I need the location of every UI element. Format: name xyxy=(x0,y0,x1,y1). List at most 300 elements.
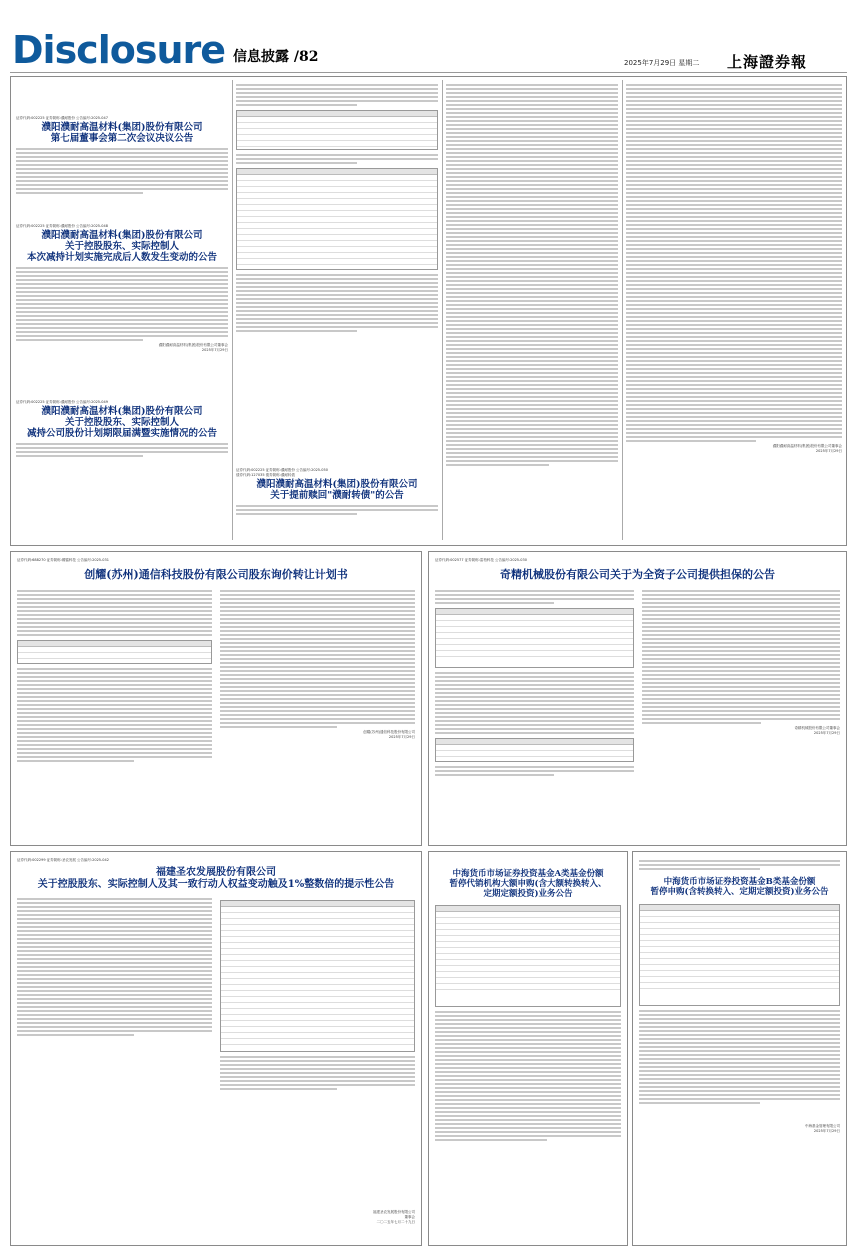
body-text-line xyxy=(17,622,212,624)
body-text-line xyxy=(626,224,842,226)
body-text-line xyxy=(446,368,618,370)
body-text-line xyxy=(446,268,618,270)
body-text-line xyxy=(220,1060,415,1062)
body-text-line xyxy=(446,424,618,426)
body-text-line xyxy=(639,1018,840,1020)
body-text-line xyxy=(220,706,415,708)
body-text-line xyxy=(16,176,228,178)
body-text-line xyxy=(639,1094,840,1096)
body-text-line xyxy=(446,248,618,250)
article-body-column xyxy=(446,82,618,540)
body-text-line xyxy=(626,400,842,402)
body-text-line xyxy=(446,92,618,94)
body-text-line xyxy=(626,340,842,342)
article-signature: 创耀(苏州)通信科技股份有限公司 2025年7月29日 xyxy=(363,729,415,739)
body-text-line xyxy=(220,666,415,668)
body-text-line xyxy=(236,505,438,507)
body-text-line xyxy=(17,1026,212,1028)
body-text-line xyxy=(642,618,841,620)
body-text-line xyxy=(17,614,212,616)
body-text-line xyxy=(17,1030,212,1032)
body-text-line xyxy=(446,356,618,358)
body-text-line xyxy=(446,148,618,150)
body-text-line xyxy=(626,84,842,86)
body-text-line xyxy=(626,348,842,350)
body-text-line xyxy=(220,686,415,688)
body-text-line xyxy=(17,994,212,996)
body-text-line xyxy=(236,104,357,106)
body-text-line xyxy=(446,300,618,302)
body-text-line xyxy=(16,156,228,158)
body-text-line xyxy=(626,216,842,218)
body-text-line xyxy=(17,998,212,1000)
body-text-line xyxy=(16,152,228,154)
body-text-line xyxy=(17,676,212,678)
body-text-line xyxy=(220,726,337,728)
body-text-line xyxy=(17,712,212,714)
body-text-line xyxy=(446,260,618,262)
body-text-line xyxy=(17,602,212,604)
article-title: 濮阳濮耐高温材料(集团)股份有限公司 第七届董事会第二次会议决议公告 xyxy=(41,122,203,144)
column-divider xyxy=(442,80,443,540)
body-text-line xyxy=(435,1079,621,1081)
body-text-line xyxy=(446,272,618,274)
data-table xyxy=(435,608,634,668)
body-text-line xyxy=(446,324,618,326)
body-text-line xyxy=(435,774,554,776)
body-text-line xyxy=(626,104,842,106)
body-text-line xyxy=(17,1018,212,1020)
body-text-line xyxy=(16,287,228,289)
body-text-line xyxy=(236,509,438,511)
body-text-line xyxy=(446,196,618,198)
body-text-line xyxy=(639,1054,840,1056)
body-text-line xyxy=(17,950,212,952)
article-code-line: 证券代码:002577 证券简称:雷柏科技 公告编号:2025-030 xyxy=(435,558,527,562)
body-text-line xyxy=(220,630,415,632)
body-text-line xyxy=(17,902,212,904)
body-text-line xyxy=(17,954,212,956)
body-text-line xyxy=(626,156,842,158)
body-text-line xyxy=(435,1059,621,1061)
body-text-line xyxy=(639,1070,840,1072)
body-text-line xyxy=(626,316,842,318)
body-text-line xyxy=(626,336,842,338)
body-text-line xyxy=(220,614,415,616)
body-text-line xyxy=(642,594,841,596)
body-text-line xyxy=(626,164,842,166)
body-text-line xyxy=(626,140,842,142)
body-text-line xyxy=(236,318,438,320)
body-text-line xyxy=(16,331,228,333)
article-title: 福建圣农发展股份有限公司 关于控股股东、实际控制人及其一致行动人权益变动触及1%整数倍的提示性公告 xyxy=(37,867,395,890)
body-text-line xyxy=(642,598,841,600)
data-table xyxy=(639,904,840,1006)
body-text-line xyxy=(17,942,212,944)
body-text-line xyxy=(435,770,634,772)
body-text-line xyxy=(626,160,842,162)
article-shareholder-change xyxy=(16,224,228,394)
body-text-line xyxy=(642,626,841,628)
body-text-line xyxy=(446,212,618,214)
body-text-line xyxy=(446,364,618,366)
body-text-line xyxy=(626,208,842,210)
body-text-line xyxy=(435,708,634,710)
body-text-line xyxy=(446,372,618,374)
body-text-line xyxy=(642,686,841,688)
article-body-column xyxy=(236,82,438,402)
body-text-line xyxy=(446,452,618,454)
article-body-column xyxy=(626,82,842,540)
body-text-line xyxy=(626,116,842,118)
body-text-line xyxy=(446,104,618,106)
body-text-line xyxy=(446,128,618,130)
body-text-line xyxy=(626,384,842,386)
article-title: 中海货币市场证券投资基金A类基金份额 暂停代销机构大额申购(含大额转换转入、 定期定额投资)业务公告 xyxy=(449,869,607,899)
body-text-line xyxy=(435,1023,621,1025)
article-signature: 奇精机械股份有限公司董事会 2025年7月29日 xyxy=(794,725,840,735)
body-text-line xyxy=(446,400,618,402)
body-text-line xyxy=(17,1022,212,1024)
body-text-line xyxy=(17,720,212,722)
article-code-line: 证券代码:002225 证券简称:濮耐股份 公告编号:2025-050 债券代码:127035 债券简称:濮耐转债 xyxy=(236,468,328,477)
body-text-line xyxy=(626,372,842,374)
body-text-line xyxy=(16,315,228,317)
body-text-line xyxy=(446,168,618,170)
body-text-line xyxy=(446,432,618,434)
body-text-line xyxy=(220,634,415,636)
body-text-line xyxy=(236,278,438,280)
body-text-line xyxy=(435,1119,621,1121)
body-text-line xyxy=(220,702,415,704)
article-fund-a-suspension xyxy=(428,851,628,1246)
body-text-line xyxy=(446,444,618,446)
data-table xyxy=(236,168,438,270)
body-text-line xyxy=(17,728,212,730)
body-text-line xyxy=(446,312,618,314)
body-text-line xyxy=(626,376,842,378)
body-text-line xyxy=(236,330,357,332)
body-text-line xyxy=(16,455,143,457)
body-text-line xyxy=(16,303,228,305)
body-text-line xyxy=(17,630,212,632)
body-text-line xyxy=(626,356,842,358)
body-text-line xyxy=(435,1103,621,1105)
body-text-line xyxy=(435,1039,621,1041)
body-text-line xyxy=(236,314,438,316)
article-title: 濮阳濮耐高温材料(集团)股份有限公司 关于提前赎回"濮耐转债"的公告 xyxy=(256,479,418,501)
body-text-line xyxy=(236,100,438,102)
body-text-line xyxy=(642,666,841,668)
body-text-line xyxy=(446,280,618,282)
body-text-line xyxy=(626,112,842,114)
body-text-line xyxy=(626,280,842,282)
body-text-line xyxy=(446,376,618,378)
body-text-line xyxy=(220,654,415,656)
body-text-line xyxy=(626,288,842,290)
body-text-line xyxy=(435,700,634,702)
body-text-line xyxy=(435,684,634,686)
column-divider xyxy=(232,80,233,540)
body-text-line xyxy=(642,670,841,672)
body-text-line xyxy=(639,1082,840,1084)
body-text-line xyxy=(639,1102,760,1104)
body-text-line xyxy=(642,662,841,664)
data-table xyxy=(435,738,634,762)
body-text-line xyxy=(626,124,842,126)
body-text-line xyxy=(446,344,618,346)
body-text-line xyxy=(626,168,842,170)
body-text-line xyxy=(17,934,212,936)
body-text-line xyxy=(435,1131,621,1133)
disclosure-logo: Disclosure xyxy=(12,28,226,72)
body-text-line xyxy=(642,678,841,680)
body-text-line xyxy=(639,1090,840,1092)
body-text-line xyxy=(446,292,618,294)
body-text-line xyxy=(435,1055,621,1057)
article-code-line: 证券代码:002225 证券简称:濮耐股份 公告编号:2025-047 xyxy=(16,116,108,120)
body-text-line xyxy=(17,744,212,746)
body-text-line xyxy=(220,674,415,676)
body-text-line xyxy=(220,678,415,680)
body-text-line xyxy=(220,694,415,696)
body-text-line xyxy=(446,440,618,442)
body-text-line xyxy=(17,716,212,718)
body-text-line xyxy=(435,602,554,604)
body-text-line xyxy=(435,1087,621,1089)
body-text-line xyxy=(642,694,841,696)
body-text-line xyxy=(446,460,618,462)
article-inquiry-transfer-plan xyxy=(10,551,422,846)
body-text-line xyxy=(626,176,842,178)
body-text-line xyxy=(626,256,842,258)
body-text-line xyxy=(446,380,618,382)
body-text-line xyxy=(17,760,134,762)
body-text-line xyxy=(220,1088,337,1090)
body-text-line xyxy=(446,456,618,458)
body-text-line xyxy=(446,436,618,438)
body-text-line xyxy=(435,728,634,730)
body-text-line xyxy=(17,926,212,928)
body-text-line xyxy=(16,299,228,301)
body-text-line xyxy=(626,188,842,190)
body-text-line xyxy=(16,323,228,325)
body-text-line xyxy=(435,1027,621,1029)
body-text-line xyxy=(639,1030,840,1032)
body-text-line xyxy=(17,680,212,682)
body-text-line xyxy=(626,328,842,330)
body-text-line xyxy=(446,184,618,186)
body-text-line xyxy=(626,212,842,214)
body-text-line xyxy=(642,690,841,692)
body-text-line xyxy=(446,404,618,406)
body-text-line xyxy=(16,267,228,269)
body-text-line xyxy=(446,140,618,142)
body-text-line xyxy=(639,1086,840,1088)
article-guarantee xyxy=(428,551,847,846)
body-text-line xyxy=(435,720,634,722)
body-text-line xyxy=(236,513,357,515)
body-text-line xyxy=(17,598,212,600)
body-text-line xyxy=(435,680,634,682)
body-text-line xyxy=(639,864,840,866)
body-text-line xyxy=(236,306,438,308)
body-text-line xyxy=(446,340,618,342)
body-text-line xyxy=(435,1019,621,1021)
body-text-line xyxy=(17,704,212,706)
body-text-line xyxy=(626,120,842,122)
body-text-line xyxy=(446,296,618,298)
article-code-line: 证券代码:002225 证券简称:濮耐股份 公告编号:2025-048 xyxy=(16,224,108,228)
body-text-line xyxy=(435,1015,621,1017)
body-text-line xyxy=(220,682,415,684)
body-text-line xyxy=(446,136,618,138)
body-text-line xyxy=(17,594,212,596)
body-text-line xyxy=(446,284,618,286)
body-text-line xyxy=(220,590,415,592)
body-text-line xyxy=(17,668,212,670)
article-title: 奇精机械股份有限公司关于为全资子公司提供担保的公告 xyxy=(500,568,775,581)
body-text-line xyxy=(642,630,841,632)
body-text-line xyxy=(236,92,438,94)
body-text-line xyxy=(446,304,618,306)
body-text-line xyxy=(626,408,842,410)
body-text-line xyxy=(626,344,842,346)
body-text-line xyxy=(236,158,438,160)
body-text-line xyxy=(626,232,842,234)
body-text-line xyxy=(16,307,228,309)
body-text-line xyxy=(626,364,842,366)
body-text-line xyxy=(446,188,618,190)
body-text-line xyxy=(17,978,212,980)
body-text-line xyxy=(446,152,618,154)
body-text-line xyxy=(435,1075,621,1077)
body-text-line xyxy=(642,706,841,708)
article-code-line: 证券代码:002225 证券简称:濮耐股份 公告编号:2025-049 xyxy=(16,400,108,404)
body-text-line xyxy=(446,108,618,110)
body-text-line xyxy=(16,180,228,182)
body-text-line xyxy=(220,650,415,652)
body-text-line xyxy=(446,116,618,118)
body-text-line xyxy=(17,618,212,620)
body-text-line xyxy=(435,1043,621,1045)
body-text-line xyxy=(17,982,212,984)
body-text-line xyxy=(626,240,842,242)
issue-date: 2025年7月29日 星期二 xyxy=(624,59,700,67)
body-text-line xyxy=(446,124,618,126)
body-text-line xyxy=(236,274,438,276)
body-text-line xyxy=(435,696,634,698)
body-text-line xyxy=(642,698,841,700)
body-text-line xyxy=(435,1031,621,1033)
column-divider xyxy=(622,80,623,540)
body-text-line xyxy=(642,610,841,612)
body-text-line xyxy=(446,256,618,258)
body-text-line xyxy=(220,646,415,648)
body-text-line xyxy=(435,724,634,726)
body-text-line xyxy=(626,284,842,286)
body-text-line xyxy=(16,172,228,174)
body-text-line xyxy=(446,100,618,102)
body-text-line xyxy=(626,152,842,154)
body-text-line xyxy=(17,962,212,964)
body-text-line xyxy=(446,120,618,122)
body-text-line xyxy=(626,368,842,370)
body-text-line xyxy=(626,424,842,426)
body-text-line xyxy=(639,1078,840,1080)
body-text-line xyxy=(17,752,212,754)
body-text-line xyxy=(17,672,212,674)
body-text-line xyxy=(17,748,212,750)
body-text-line xyxy=(17,626,212,628)
body-text-line xyxy=(626,304,842,306)
body-text-line xyxy=(16,271,228,273)
body-text-line xyxy=(446,388,618,390)
body-text-line xyxy=(642,722,761,724)
body-text-line xyxy=(446,308,618,310)
body-text-line xyxy=(435,1067,621,1069)
body-text-line xyxy=(435,692,634,694)
body-text-line xyxy=(639,1062,840,1064)
body-text-line xyxy=(435,1111,621,1113)
data-table xyxy=(435,905,621,1007)
body-text-line xyxy=(626,184,842,186)
body-text-line xyxy=(435,598,634,600)
header-rule xyxy=(10,72,847,73)
body-text-line xyxy=(16,168,228,170)
body-text-line xyxy=(626,396,842,398)
body-text-line xyxy=(435,1011,621,1013)
body-text-line xyxy=(626,320,842,322)
body-text-line xyxy=(17,590,212,592)
body-text-line xyxy=(642,602,841,604)
body-text-line xyxy=(626,268,842,270)
body-text-line xyxy=(435,590,634,592)
body-text-line xyxy=(626,144,842,146)
body-text-line xyxy=(220,718,415,720)
body-text-line xyxy=(17,970,212,972)
body-text-line xyxy=(236,154,438,156)
body-text-line xyxy=(642,638,841,640)
body-text-line xyxy=(435,1139,547,1141)
article-bond-redemption xyxy=(236,468,438,543)
body-text-line xyxy=(17,986,212,988)
body-text-line xyxy=(639,1066,840,1068)
article-signature: 中海基金管理有限公司 2025年7月29日 xyxy=(805,1123,840,1133)
body-text-line xyxy=(446,180,618,182)
article-board-resolution xyxy=(16,116,228,216)
article-signature: 福建圣农发展股份有限公司 董事会 二〇二五年七月二十九日 xyxy=(373,1210,415,1224)
body-text-line xyxy=(236,302,438,304)
body-text-line xyxy=(642,718,841,720)
body-text-line xyxy=(639,860,840,862)
body-text-line xyxy=(639,1046,840,1048)
body-text-line xyxy=(16,164,228,166)
body-text-line xyxy=(17,974,212,976)
body-text-line xyxy=(17,724,212,726)
body-text-line xyxy=(639,1098,840,1100)
body-text-line xyxy=(220,618,415,620)
body-text-line xyxy=(446,112,618,114)
body-text-line xyxy=(446,348,618,350)
body-text-line xyxy=(16,443,228,445)
body-text-line xyxy=(16,447,228,449)
body-text-line xyxy=(446,396,618,398)
body-text-line xyxy=(220,598,415,600)
body-text-line xyxy=(17,756,212,758)
body-text-line xyxy=(17,700,212,702)
body-text-line xyxy=(17,906,212,908)
